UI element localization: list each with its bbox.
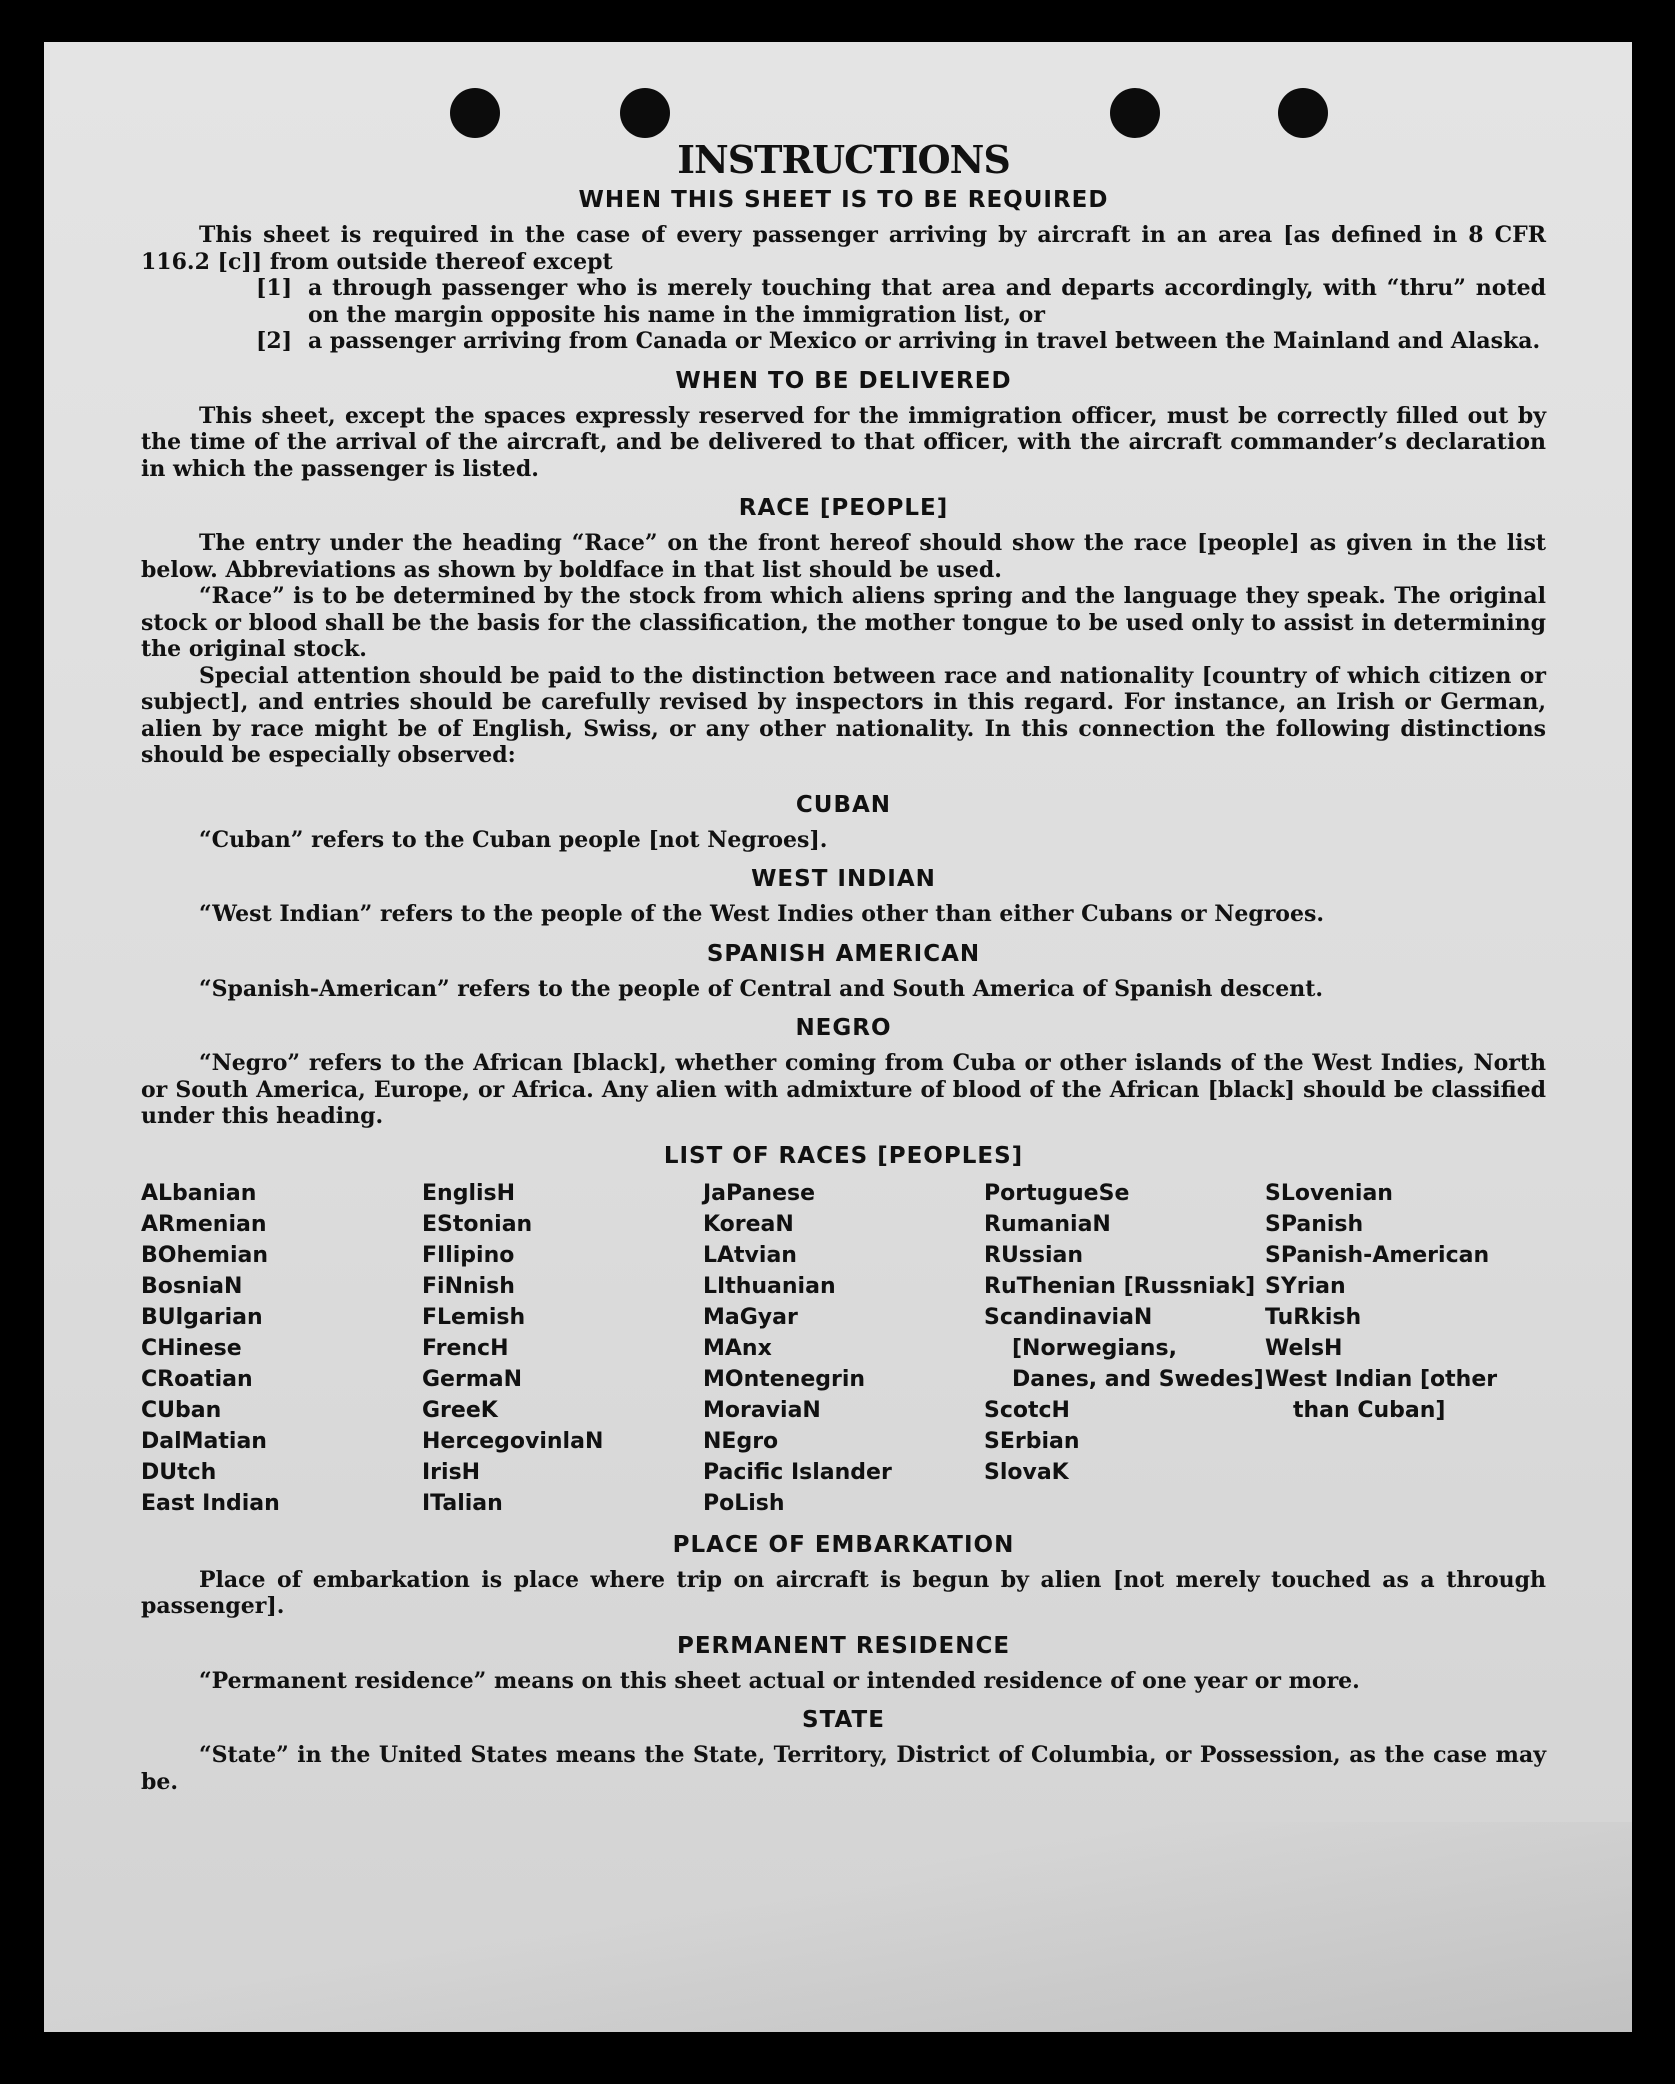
race-entry: CRoatian (141, 1366, 253, 1392)
race-entry: IrisH (422, 1459, 481, 1485)
race-entry: MoraviaN (703, 1397, 821, 1423)
race-entry: SLovenian (1265, 1180, 1393, 1206)
west-indian-text: “West Indian” refers to the people of the West Indies other than either Cubans or Negroes. (199, 901, 1325, 927)
races-column (141, 1178, 422, 1519)
race-entry: DUtch (141, 1459, 217, 1485)
race-entry: TuRkish (1265, 1304, 1362, 1330)
punch-hole (450, 88, 500, 138)
race-entry: ScotcH (984, 1397, 1070, 1423)
delivered-text: This sheet, except the spaces expressly reserved for the immigration officer, must be correctly filled out by the time of the arrival of the aircraft, and be delivered to that officer, with the aircraft commander’s declaration in which the passenger is listed. (141, 402, 1546, 482)
exception-text: a passenger arriving from Canada or Mexico or arriving in travel between the Mainland and Alaska. (308, 328, 1541, 354)
races-column (422, 1178, 703, 1519)
race-paragraph-1: The entry under the heading “Race” on the front hereof should show the race [people] as given in the list below. Abbreviations as shown by boldface in that list should be used. (141, 530, 1546, 583)
race-entry: EStonian (422, 1211, 533, 1237)
race-entry: ALbanian (141, 1180, 257, 1206)
heading-state: STATE (802, 1707, 885, 1733)
heading-embarkation: PLACE OF EMBARKATION (672, 1531, 1015, 1558)
race-entry: East Indian (141, 1490, 280, 1516)
instructions-body (141, 138, 1546, 1795)
race-entry: GermaN (422, 1366, 523, 1392)
race-entry: Pacific Islander (703, 1459, 892, 1485)
race-entry: SPanish (1265, 1211, 1364, 1237)
heading-negro: NEGRO (795, 1015, 892, 1041)
heading-spanish-american: SPANISH AMERICAN (706, 940, 981, 967)
race-entry: ITalian (422, 1490, 503, 1516)
race-entry: SErbian (984, 1428, 1080, 1454)
heading-permanent-residence: PERMANENT RESIDENCE (676, 1632, 1011, 1659)
race-entry: West Indian [other than Cuban] (1265, 1366, 1498, 1423)
negro-text: “Negro” refers to the African [black], whether coming from Cuba or other islands of the West Indies, North or South America, Europe, or Africa. Any alien with admixture of blood of the African [black] should be classified under this heading. (141, 1050, 1546, 1129)
state-text: “State” in the United States means the State, Territory, District of Columbia, or Possession, as the case may be. (141, 1742, 1546, 1795)
exception-number: [2] (256, 328, 293, 354)
race-entry: BOhemian (141, 1242, 269, 1268)
page-fold-shadow (44, 1822, 1632, 2032)
race-entry: HercegovinlaN (422, 1428, 604, 1454)
punch-hole (1278, 88, 1328, 138)
race-entry: FiNnish (422, 1273, 515, 1299)
race-entry: KoreaN (703, 1211, 794, 1237)
race-entry: SlovaK (984, 1459, 1069, 1485)
race-entry: WelsH (1265, 1335, 1343, 1361)
races-column (703, 1178, 984, 1519)
exception-item (256, 275, 1546, 328)
race-entry: LIthuanian (703, 1273, 836, 1299)
race-entry: RuThenian [Russniak] (984, 1273, 1256, 1299)
cuban-text: “Cuban” refers to the Cuban people [not Negroes]. (199, 826, 828, 853)
race-entry: NEgro (703, 1428, 779, 1454)
punch-hole (620, 88, 670, 138)
heading-west-indian: WEST INDIAN (751, 866, 936, 892)
races-list (141, 1178, 1546, 1519)
document-page (44, 42, 1632, 2032)
race-entry: GreeK (422, 1397, 498, 1423)
races-column (1265, 1178, 1546, 1519)
race-entry: BUlgarian (141, 1304, 263, 1330)
heading-race: RACE [PEOPLE] (738, 495, 949, 521)
spanish-american-text: “Spanish-American” refers to the people of Central and South America of Spanish descent. (199, 975, 1324, 1002)
race-entry: LAtvian (703, 1242, 797, 1268)
exception-number: [1] (256, 275, 293, 301)
race-entry: RumaniaN (984, 1211, 1111, 1237)
exception-text: a through passenger who is merely touching that area and departs accordingly, with “thru” noted on the margin opposite his name in the immigration list, or (308, 275, 1546, 328)
race-entry: EnglisH (422, 1180, 516, 1206)
race-entry: DalMatian (141, 1428, 267, 1454)
punch-hole (1110, 88, 1160, 138)
race-paragraph-3: Special attention should be paid to the distinction between race and nationality [country of which citizen or subject], and entries should be carefully revised by inspectors in this regard. For instance, an Irish or German, alien by race might be of English, Swiss, or any other nationality. In this connection the following distinctions should be especially observed: (141, 662, 1546, 768)
heading-delivered: WHEN TO BE DELIVERED (675, 367, 1012, 394)
required-intro: This sheet is required in the case of every passenger arriving by aircraft in an area [as defined in 8 CFR 116.2 [c]] from outside thereof except (141, 222, 1546, 275)
race-entry: JaPanese (703, 1180, 816, 1206)
heading-list-of-races: LIST OF RACES [PEOPLES] (663, 1142, 1024, 1169)
heading-cuban: CUBAN (795, 791, 892, 818)
race-entry: PoLish (703, 1490, 785, 1516)
race-entry: PortugueSe (984, 1180, 1130, 1206)
heading-required: WHEN THIS SHEET IS TO BE REQUIRED (578, 187, 1109, 213)
race-entry: FIlipino (422, 1242, 515, 1268)
residence-text: “Permanent residence” means on this sheet actual or intended residence of one year or more. (199, 1667, 1360, 1694)
race-entry: ScandinaviaN [Norwegians, Danes, and Swedes] (984, 1304, 1264, 1392)
race-entry: CUban (141, 1397, 222, 1423)
race-entry: SYrian (1265, 1273, 1346, 1299)
races-column (984, 1178, 1265, 1519)
race-entry: RUssian (984, 1242, 1084, 1268)
race-entry: MAnx (703, 1335, 772, 1361)
race-entry: FLemish (422, 1304, 526, 1330)
embarkation-text: Place of embarkation is place where trip on aircraft is begun by alien [not merely touched as a through passenger]. (141, 1566, 1546, 1619)
race-entry: ARmenian (141, 1211, 267, 1237)
page-title: INSTRUCTIONS (677, 137, 1010, 182)
race-entry: BosniaN (141, 1273, 243, 1299)
race-paragraph-2: “Race” is to be determined by the stock from which aliens spring and the language they speak. The original stock or blood shall be the basis for the classification, the mother tongue to be used only to assist in determining the original stock. (141, 583, 1546, 662)
race-entry: MaGyar (703, 1304, 798, 1330)
race-entry: MOntenegrin (703, 1366, 866, 1392)
race-entry: CHinese (141, 1335, 242, 1361)
exception-item (256, 328, 1546, 355)
race-entry: SPanish-American (1265, 1242, 1490, 1268)
race-entry: FrencH (422, 1335, 509, 1361)
